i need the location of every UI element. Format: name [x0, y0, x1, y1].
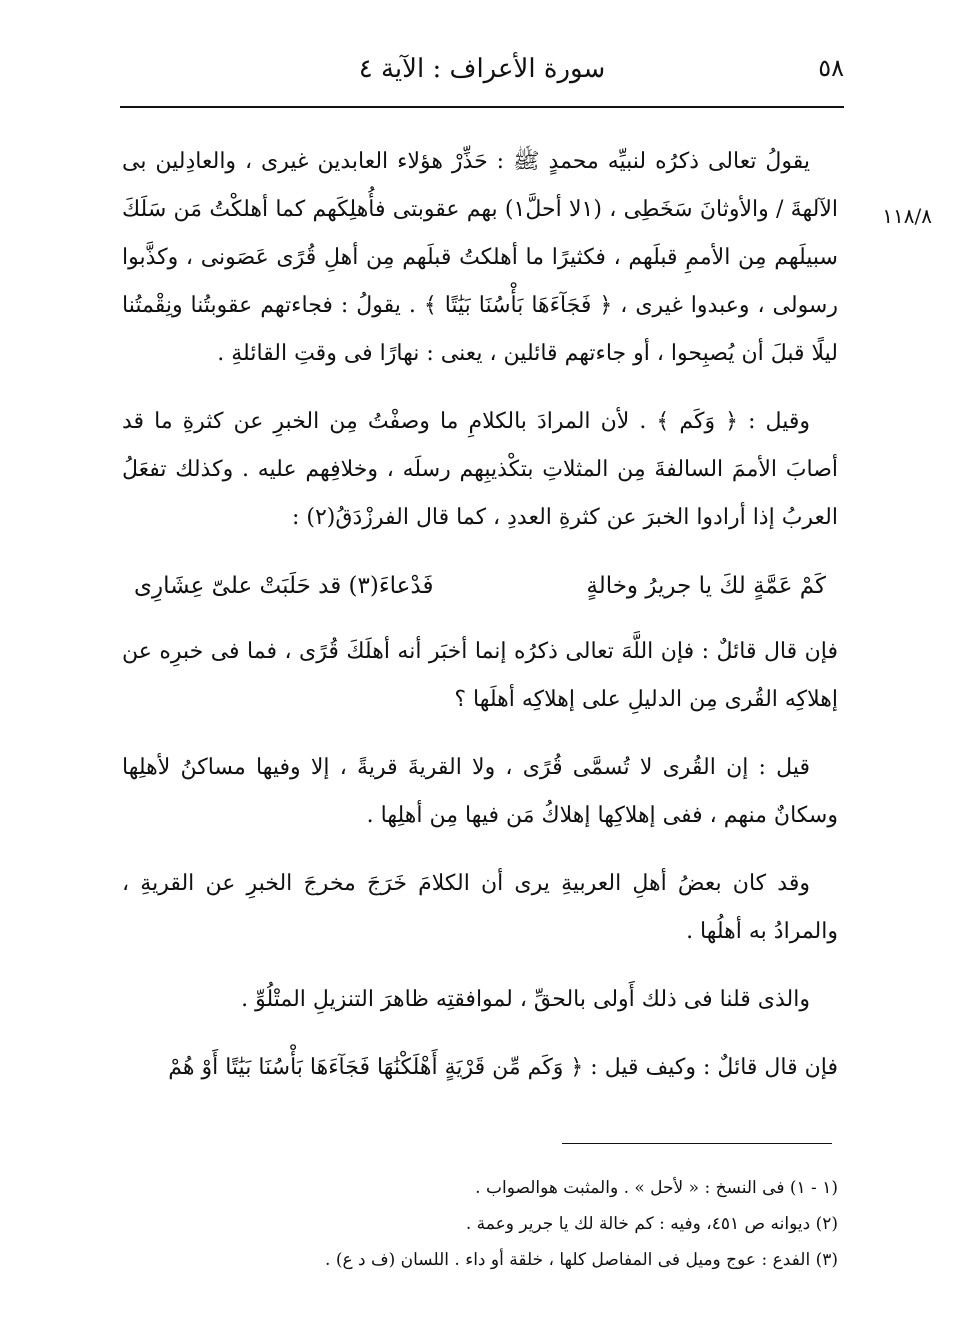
header-rule: [120, 106, 844, 108]
footnote: (٢) ديوانه ص ٤٥١، وفيه : كم خالة لك يا جرير وعمة .: [465, 1214, 838, 1234]
paragraph: وقيل : ﴿ وَكَم ﴾ . لأن المرادَ بالكلامِ ما وصفْتُ مِن الخبرِ عن كثرةِ ما قد أصابَ الأممَ السالفةَ مِن المثلاتِ بتكْذيبِهم رسلَه ، وخلافِهم عليه . وكذلك تفعَلُ العربُ إذا أرادوا الخبرَ عن كثرةِ العددِ ، كما قال الفرزْدَقُ(٢) :: [122, 409, 838, 530]
margin-reference: ١١٨/٨: [882, 204, 932, 228]
paragraph: فإن قال قائلٌ : وكيف قيل : ﴿ وَكَم مِّن قَرْيَةٍ أَهْلَكْنَٰهَا فَجَآءَهَا بَأْسُنَا بَيَٰتًا أَوْ هُمْ: [168, 1055, 838, 1080]
paragraph: وقد كان بعضُ أهلِ العربيةِ يرى أن الكلامَ خَرَجَ مخرجَ الخبرِ عن القريةِ ، والمرادُ به أهلُها .: [122, 871, 838, 944]
paragraph: قيل : إن القُرى لا تُسمَّى قُرًى ، ولا القريةَ قريةً ، إلا وفيها مساكنُ لأهلِها وسكانٌ منهم ، ففى إهلاكِها إهلاكُ مَن فيها مِن أهلِها .: [122, 755, 838, 828]
footnote-rule: [562, 1143, 832, 1144]
verse-second-hemistich: فَدْعاءَ(٣) قد حَلَبَتْ علىّ عِشَارِى: [134, 573, 434, 599]
page-header: [120, 54, 844, 94]
body-text: [122, 138, 838, 1112]
footnotes: [200, 1170, 838, 1278]
footnote: (٣) الفدع : عوج وميل فى المفاصل كلها ، خلقة أو داء . اللسان (ف د ع) .: [325, 1250, 838, 1270]
footnote: (١ - ١) فى النسخ : « لأحل » . والمثبت هوالصواب .: [475, 1178, 838, 1198]
poetry-verse: [122, 562, 838, 610]
page-number: ٥٨: [818, 54, 844, 82]
verse-first-hemistich: كَمْ عَمَّةٍ لكَ يا جريرُ وخالةٍ: [586, 573, 826, 599]
running-title: سورة الأعراف : الآية ٤: [358, 54, 606, 84]
paragraph: والذى قلنا فى ذلك أَولى بالحقِّ ، لموافقتِه ظاهرَ التنزيلِ المتْلُوِّ .: [241, 987, 810, 1012]
paragraph: فإن قال قائلٌ : فإن اللَّهَ تعالى ذكرُه إنما أخبَر أنه أهلَكَ قُرًى ، فما فى خبرِه عن إهلاكِه القُرى مِن الدليلِ على إهلاكِه أهلَها ؟: [122, 639, 838, 712]
paragraph: يقولُ تعالى ذكرُه لنبيِّه محمدٍ ﷺ : حَذِّرْ هؤلاء العابدين غيرى ، والعادِلين بى الآلهةَ / والأوثانَ سَخَطِى ، (١لا أحلَّ١) بهم عقوبتى فأُهلِكَهم كما أهلكْتُ مَن سَلَكَ سبيلَهم مِن الأممِ قبلَهم ، فكثيرًا ما أهلكتُ قبلَهم مِن أهلِ قُرًى عَصَونى ، وكذَّبوا رسولى ، وعبدوا غيرى ، ﴿ فَجَآءَهَا بَأْسُنَا بَيَٰتًا ﴾ . يقولُ : فجاءتهم عقوبتُنا ونِقْمتُنا ليلًا قبلَ أن يُصبِحوا ، أو جاءتهم قائلين ، يعنى : نهارًا فى وقتِ القائلةِ .: [122, 149, 838, 366]
